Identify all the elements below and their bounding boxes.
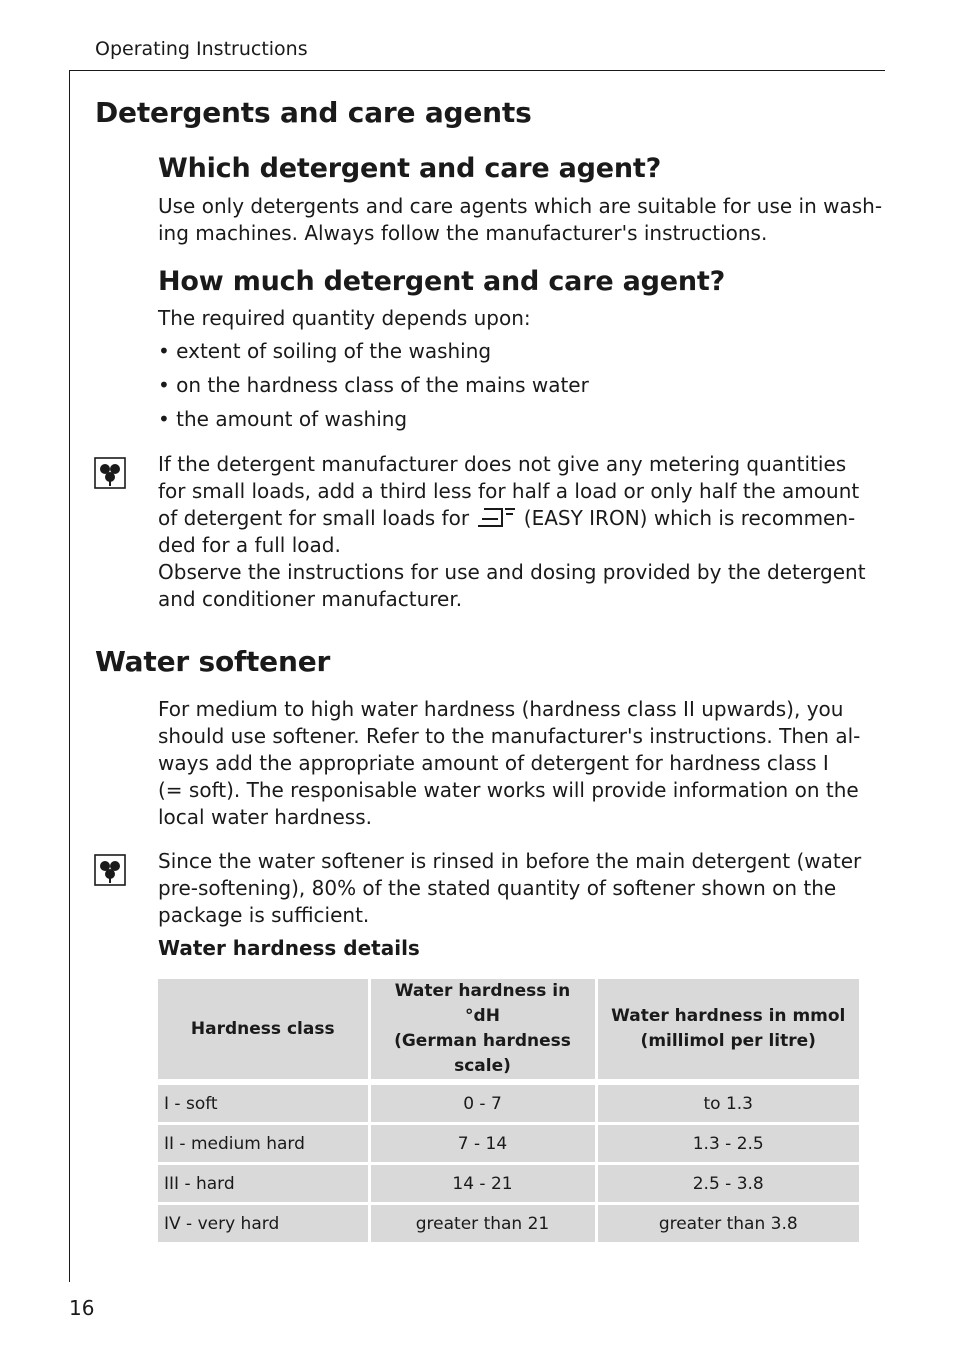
text-line: If the detergent manufacturer does not give any metering quantities — [158, 452, 847, 476]
table-cell: II - medium hard — [158, 1124, 369, 1164]
tip-small-loads — [158, 451, 866, 613]
text-line: for small loads, add a third less for half a load or only half the amount — [158, 479, 860, 503]
paragraph-water-softener — [158, 696, 863, 831]
bullet-item: • on the hardness class of the mains water — [158, 373, 589, 397]
paragraph-which-detergent — [158, 193, 883, 247]
text-line: Observe the instructions for use and dosing provided by the detergent — [158, 560, 866, 584]
paragraph-quantity-intro: The required quantity depends upon: — [158, 306, 531, 330]
table-row — [158, 1124, 859, 1164]
table-cell: I - soft — [158, 1085, 369, 1124]
section-title-water-softener: Water softener — [95, 645, 331, 678]
heading-how-much-detergent: How much detergent and care agent? — [158, 266, 726, 297]
tip-softener-quantity — [158, 848, 863, 929]
table-cell: 2.5 - 3.8 — [596, 1164, 859, 1204]
text-line — [158, 505, 863, 532]
section-title-detergents: Detergents and care agents — [95, 96, 532, 129]
text-span: of detergent for small loads for — [158, 506, 476, 530]
table-cell: IV - very hard — [158, 1204, 369, 1244]
text-line: should use softener. Refer to the manufacturer's instructions. Then al- — [158, 724, 861, 748]
table-cell: 0 - 7 — [369, 1085, 596, 1124]
column-header-hardness-class — [158, 979, 369, 1081]
header-rule — [69, 70, 885, 71]
running-header: Operating Instructions — [95, 38, 308, 60]
header-line: Water hardness in °dH — [394, 981, 571, 1026]
table-row — [158, 1164, 859, 1204]
text-line: Since the water softener is rinsed in before the main detergent (water — [158, 849, 862, 873]
text-line: and conditioner manufacturer. — [158, 587, 463, 611]
text-line: pre-softening), 80% of the stated quantity of softener shown on the — [158, 876, 837, 900]
text-line: Use only detergents and care agents which are suitable for use in wash- — [158, 194, 883, 218]
text-line: ing machines. Always follow the manufacturer's instructions. — [158, 221, 768, 245]
text-line: For medium to high water hardness (hardness class II upwards), you — [158, 697, 844, 721]
text-line: ded for a full load. — [158, 533, 341, 557]
easy-iron-icon — [475, 505, 517, 529]
text-line: ways add the appropriate amount of detergent for hardness class I — [158, 751, 829, 775]
table-row — [158, 1085, 859, 1124]
heading-which-detergent: Which detergent and care agent? — [158, 153, 662, 184]
bullet-item: • extent of soiling of the washing — [158, 339, 492, 363]
header-line: (German hardness scale) — [394, 1031, 571, 1076]
table-cell: 1.3 - 2.5 — [596, 1124, 859, 1164]
bullet-item: • the amount of washing — [158, 407, 408, 431]
text-line: local water hardness. — [158, 805, 372, 829]
table-row — [158, 1204, 859, 1244]
header-line: Water hardness in mmol — [611, 1006, 846, 1026]
clover-icon — [94, 457, 126, 489]
table-title: Water hardness details — [158, 936, 420, 960]
page-number: 16 — [69, 1296, 95, 1320]
column-header-mmol — [596, 979, 859, 1081]
table-cell: greater than 21 — [369, 1204, 596, 1244]
column-header-dh — [369, 979, 596, 1081]
table-cell: greater than 3.8 — [596, 1204, 859, 1244]
clover-icon — [94, 854, 126, 886]
table-cell: 14 - 21 — [369, 1164, 596, 1204]
text-line: package is sufficient. — [158, 903, 370, 927]
header-line: Hardness class — [190, 1018, 335, 1039]
header-line: (millimol per litre) — [640, 1031, 816, 1051]
table-cell: III - hard — [158, 1164, 369, 1204]
text-span: (EASY IRON) which is recommen- — [517, 506, 856, 530]
water-hardness-table — [158, 979, 859, 1245]
margin-rule — [69, 70, 70, 1282]
table-cell: 7 - 14 — [369, 1124, 596, 1164]
table-cell: to 1.3 — [596, 1085, 859, 1124]
text-line: (= soft). The responisable water works will provide information on the — [158, 778, 859, 802]
table-header-row — [158, 979, 859, 1081]
